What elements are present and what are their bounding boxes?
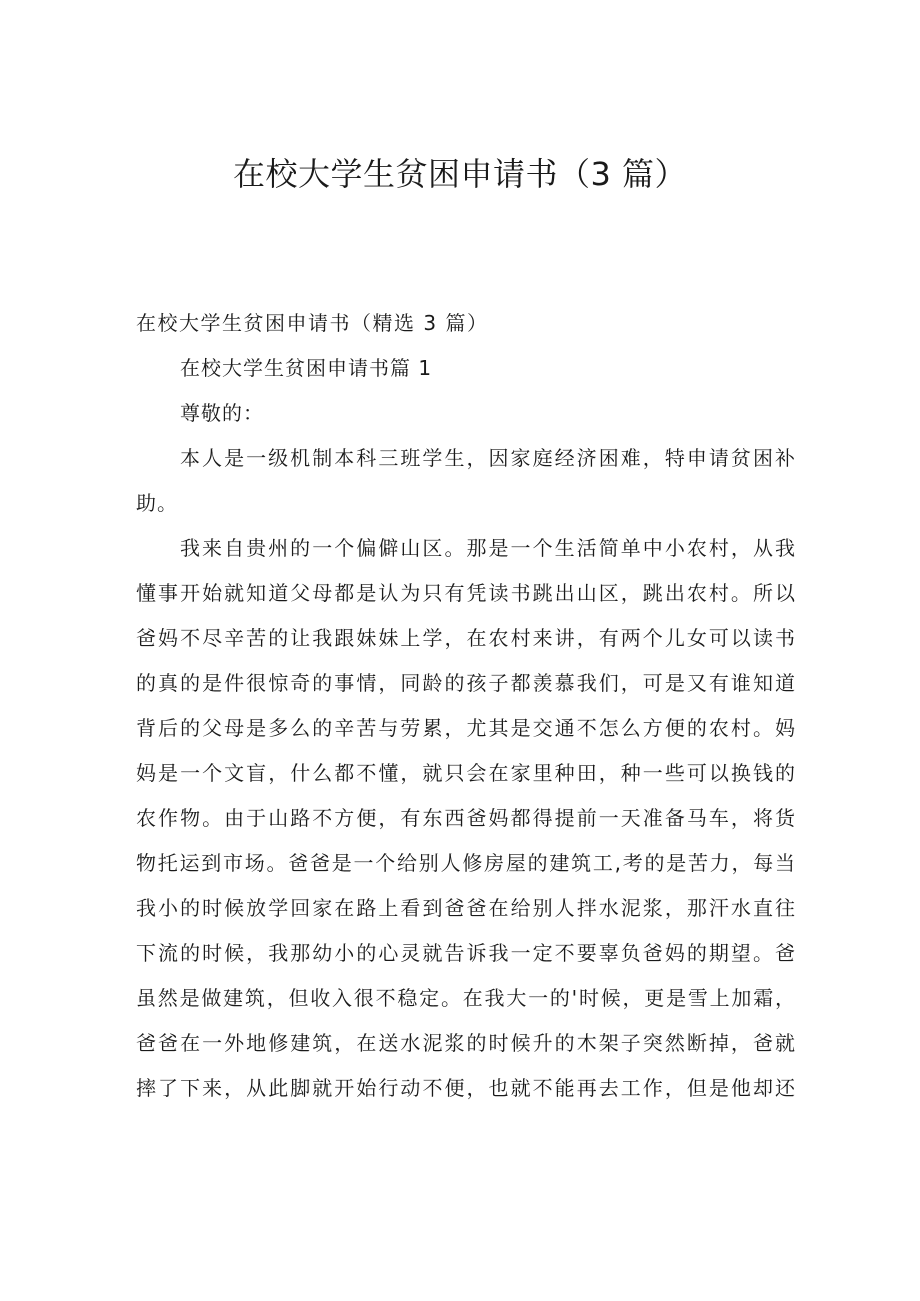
paragraph-line: 的真的是件很惊奇的事情，同龄的孩子都羡慕我们，可是又有谁知道	[136, 671, 796, 695]
paragraph-line: 摔了下来，从此脚就开始行动不便，也就不能再去工作，但是他却还	[136, 1076, 796, 1100]
document-subtitle: 在校大学生贫困申请书（精选 3 篇）	[136, 311, 489, 335]
paragraph-line: 懂事开始就知道父母都是认为只有凭读书跳出山区，跳出农村。所以	[136, 581, 796, 605]
paragraph-line: 我小的时候放学回家在路上看到爸爸在给别人拌水泥浆，那汗水直往	[136, 896, 796, 920]
paragraph-line: 虽然是做建筑，但收入很不稳定。在我大一的'时候，更是雪上加霜，	[136, 986, 796, 1010]
document-body	[136, 306, 796, 1116]
section-heading: 在校大学生贫困申请书篇 1	[180, 356, 433, 380]
paragraph-line: 背后的父母是多么的辛苦与劳累，尤其是交通不怎么方便的农村。妈	[136, 716, 796, 740]
paragraph-line: 下流的时候，我那幼小的心灵就告诉我一定不要辜负爸妈的期望。爸	[136, 941, 796, 965]
document-title: 在校大学生贫困申请书（3 篇）	[232, 155, 688, 193]
paragraph-line: 妈是一个文盲，什么都不懂，就只会在家里种田，种一些可以换钱的	[136, 761, 796, 785]
paragraph-line: 农作物。由于山路不方便，有东西爸妈都得提前一天准备马车，将货	[136, 806, 796, 830]
paragraph-line: 助。	[136, 491, 178, 515]
paragraph-line: 本人是一级机制本科三班学生，因家庭经济困难，特申请贫困补	[180, 446, 796, 470]
paragraph-line: 物托运到市场。爸爸是一个给别人修房屋的建筑工,考的是苦力，每当	[136, 851, 796, 875]
salutation: 尊敬的：	[180, 401, 264, 425]
paragraph-line: 爸妈不尽辛苦的让我跟妹妹上学，在农村来讲，有两个儿女可以读书	[136, 626, 796, 650]
paragraph-line: 我来自贵州的一个偏僻山区。那是一个生活简单中小农村，从我	[180, 536, 796, 560]
paragraph-line: 爸爸在一外地修建筑，在送水泥浆的时候升的木架子突然断掉，爸就	[136, 1031, 796, 1055]
